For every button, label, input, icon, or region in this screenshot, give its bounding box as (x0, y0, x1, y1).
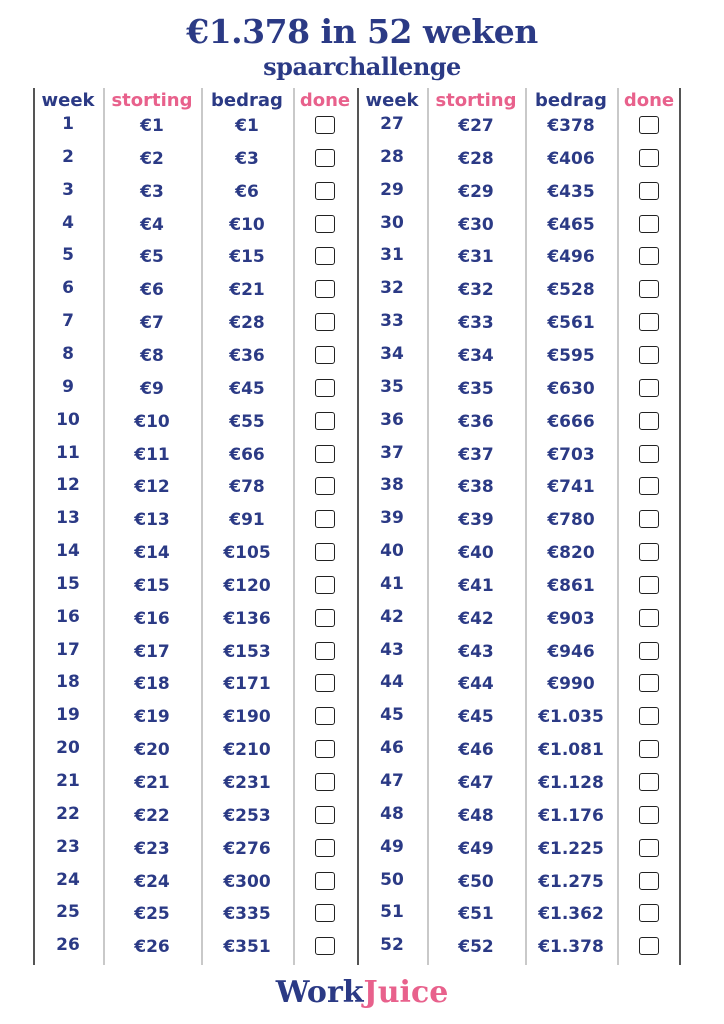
done-checkbox[interactable] (315, 806, 335, 824)
done-checkbox[interactable] (315, 740, 335, 758)
cell-week: 34 (380, 343, 404, 364)
cell-storting: €38 (458, 477, 494, 498)
cell-week: 5 (62, 245, 74, 266)
cell-bedrag: €1.035 (538, 707, 604, 728)
cell-storting: €35 (458, 378, 494, 399)
cell-bedrag: €36 (229, 345, 265, 366)
cell-storting: €24 (134, 871, 170, 892)
cell-bedrag: €136 (223, 608, 271, 629)
cell-week: 23 (56, 836, 80, 857)
cell-bedrag: €528 (547, 280, 595, 301)
table-row (357, 209, 681, 239)
cell-bedrag: €1.275 (538, 871, 604, 892)
cell-week: 9 (62, 376, 74, 397)
table-row (357, 537, 681, 567)
cell-storting: €36 (458, 411, 494, 432)
cell-bedrag: €780 (547, 510, 595, 531)
cell-week: 46 (380, 738, 404, 759)
cell-storting: €42 (458, 608, 494, 629)
table-row (357, 241, 681, 271)
table-row (33, 668, 357, 698)
cell-week: 31 (380, 245, 404, 266)
done-checkbox[interactable] (639, 674, 659, 692)
done-checkbox[interactable] (639, 806, 659, 824)
cell-week: 36 (380, 409, 404, 430)
cell-week: 29 (380, 179, 404, 200)
table-row (33, 800, 357, 830)
cell-week: 2 (62, 146, 74, 167)
cell-bedrag: €91 (229, 510, 265, 531)
done-checkbox[interactable] (315, 116, 335, 134)
table-row (33, 537, 357, 567)
table-row (357, 471, 681, 501)
logo-work: Work (275, 975, 364, 1010)
table-row (357, 636, 681, 666)
table-row (33, 570, 357, 600)
cell-bedrag: €28 (229, 313, 265, 334)
table-row (33, 898, 357, 928)
cell-bedrag: €190 (223, 707, 271, 728)
cell-storting: €47 (458, 773, 494, 793)
cell-bedrag: €55 (229, 411, 265, 432)
cell-storting: €28 (458, 148, 494, 169)
cell-week: 19 (56, 705, 80, 726)
table-row (33, 110, 357, 140)
cell-storting: €44 (458, 674, 494, 695)
cell-week: 39 (380, 508, 404, 529)
cell-week: 24 (56, 869, 80, 890)
done-checkbox[interactable] (315, 937, 335, 955)
cell-week: 28 (380, 146, 404, 167)
cell-storting: €41 (458, 575, 494, 596)
cell-week: 22 (56, 803, 80, 824)
done-checkbox[interactable] (315, 839, 335, 857)
cell-storting: €26 (134, 937, 170, 958)
cell-week: 7 (62, 311, 74, 332)
cell-week: 13 (56, 508, 80, 529)
cell-bedrag: €741 (547, 477, 595, 498)
cell-bedrag: €496 (547, 247, 595, 268)
cell-storting: €4 (140, 214, 164, 235)
cell-week: 3 (62, 179, 74, 200)
done-checkbox[interactable] (639, 642, 659, 660)
done-checkbox[interactable] (315, 609, 335, 627)
done-checkbox[interactable] (315, 707, 335, 725)
cell-storting: €6 (140, 280, 164, 301)
cell-week: 6 (62, 278, 74, 299)
cell-bedrag: €1 (235, 116, 259, 136)
cell-week: 32 (380, 278, 404, 299)
cell-bedrag: €276 (223, 838, 271, 859)
cell-bedrag: €171 (223, 674, 271, 695)
done-checkbox[interactable] (639, 609, 659, 627)
cell-bedrag: €210 (223, 740, 271, 761)
cell-week: 14 (56, 541, 80, 562)
column-header-storting: storting (111, 90, 193, 111)
done-checkbox[interactable] (315, 642, 335, 660)
cell-storting: €8 (140, 345, 164, 366)
done-checkbox[interactable] (639, 346, 659, 364)
cell-bedrag: €15 (229, 247, 265, 268)
table-row (357, 931, 681, 961)
page-title: €1.378 in 52 weken (186, 12, 538, 51)
done-checkbox[interactable] (315, 215, 335, 233)
table-row (357, 866, 681, 896)
cell-week: 44 (380, 672, 404, 693)
table-row (33, 176, 357, 206)
done-checkbox[interactable] (639, 839, 659, 857)
table-row (33, 931, 357, 961)
cell-storting: €52 (458, 937, 494, 958)
cell-week: 18 (56, 672, 80, 693)
cell-bedrag: €1.362 (538, 904, 604, 925)
table-row (357, 373, 681, 403)
table-row (357, 570, 681, 600)
cell-bedrag: €861 (547, 575, 595, 596)
cell-storting: €12 (134, 477, 170, 498)
table-row (33, 340, 357, 370)
cell-bedrag: €435 (547, 181, 595, 202)
table-row (357, 340, 681, 370)
column-header-storting: storting (435, 90, 517, 111)
cell-week: 49 (380, 836, 404, 857)
column-header-bedrag: bedrag (211, 90, 283, 111)
cell-week: 51 (380, 902, 404, 923)
table-row (357, 668, 681, 698)
done-checkbox[interactable] (315, 445, 335, 463)
cell-bedrag: €120 (223, 575, 271, 596)
cell-week: 38 (380, 475, 404, 496)
cell-storting: €9 (140, 378, 164, 399)
page-subtitle: spaarchallenge (263, 52, 461, 81)
table-row (357, 307, 681, 337)
cell-bedrag: €666 (547, 411, 595, 432)
cell-bedrag: €406 (547, 148, 595, 169)
cell-storting: €51 (458, 904, 494, 925)
done-checkbox[interactable] (315, 543, 335, 561)
done-checkbox[interactable] (639, 280, 659, 298)
table-row (33, 274, 357, 304)
cell-bedrag: €1.225 (538, 838, 604, 859)
cell-week: 45 (380, 705, 404, 726)
cell-storting: €13 (134, 510, 170, 531)
table-row (357, 406, 681, 436)
done-checkbox[interactable] (639, 313, 659, 331)
cell-week: 52 (380, 935, 404, 956)
cell-bedrag: €231 (223, 773, 271, 793)
cell-week: 30 (380, 212, 404, 233)
done-checkbox[interactable] (315, 872, 335, 890)
cell-bedrag: €153 (223, 641, 271, 662)
cell-storting: €45 (458, 707, 494, 728)
cell-storting: €18 (134, 674, 170, 695)
done-checkbox[interactable] (639, 247, 659, 265)
cell-storting: €22 (134, 805, 170, 826)
done-checkbox[interactable] (315, 247, 335, 265)
done-checkbox[interactable] (639, 412, 659, 430)
cell-bedrag: €595 (547, 345, 595, 366)
cell-storting: €39 (458, 510, 494, 531)
savings-table (33, 88, 681, 965)
cell-week: 26 (56, 935, 80, 956)
table-row (33, 603, 357, 633)
cell-bedrag: €1.128 (538, 773, 604, 793)
cell-week: 16 (56, 606, 80, 627)
done-checkbox[interactable] (639, 872, 659, 890)
table-half-left (33, 88, 357, 965)
logo-juice: Juice (363, 975, 449, 1010)
cell-week: 20 (56, 738, 80, 759)
cell-storting: €34 (458, 345, 494, 366)
cell-storting: €23 (134, 838, 170, 859)
done-checkbox[interactable] (639, 379, 659, 397)
table-row (357, 833, 681, 863)
done-checkbox[interactable] (639, 576, 659, 594)
cell-bedrag: €66 (229, 444, 265, 465)
cell-bedrag: €3 (235, 148, 259, 169)
workjuice-logo (0, 975, 724, 1010)
cell-bedrag: €45 (229, 378, 265, 399)
cell-storting: €43 (458, 641, 494, 662)
table-row (33, 241, 357, 271)
table-row (33, 373, 357, 403)
cell-storting: €40 (458, 543, 494, 564)
cell-bedrag: €1.176 (538, 805, 604, 826)
cell-bedrag: €820 (547, 543, 595, 564)
done-checkbox[interactable] (639, 116, 659, 134)
cell-storting: €16 (134, 608, 170, 629)
cell-storting: €31 (458, 247, 494, 268)
table-row (33, 504, 357, 534)
done-checkbox[interactable] (315, 773, 335, 791)
done-checkbox[interactable] (315, 576, 335, 594)
cell-bedrag: €946 (547, 641, 595, 662)
cell-bedrag: €1.081 (538, 740, 604, 761)
cell-bedrag: €21 (229, 280, 265, 301)
cell-storting: €46 (458, 740, 494, 761)
cell-bedrag: €703 (547, 444, 595, 465)
done-checkbox[interactable] (315, 674, 335, 692)
cell-storting: €21 (134, 773, 170, 793)
done-checkbox[interactable] (315, 510, 335, 528)
cell-storting: €29 (458, 181, 494, 202)
cell-storting: €10 (134, 411, 170, 432)
cell-storting: €49 (458, 838, 494, 859)
cell-week: 12 (56, 475, 80, 496)
column-header-done: done (299, 90, 351, 111)
table-row (357, 439, 681, 469)
cell-storting: €20 (134, 740, 170, 761)
done-checkbox[interactable] (639, 477, 659, 495)
done-checkbox[interactable] (315, 280, 335, 298)
cell-bedrag: €465 (547, 214, 595, 235)
cell-storting: €48 (458, 805, 494, 826)
table-row (33, 143, 357, 173)
cell-week: 4 (62, 212, 74, 233)
cell-week: 21 (56, 771, 80, 791)
table-row (357, 143, 681, 173)
cell-bedrag: €105 (223, 543, 271, 564)
cell-bedrag: €78 (229, 477, 265, 498)
table-row (357, 898, 681, 928)
column-header-bedrag: bedrag (535, 90, 607, 111)
cell-storting: €37 (458, 444, 494, 465)
table-row (357, 800, 681, 830)
cell-storting: €17 (134, 641, 170, 662)
cell-week: 27 (380, 114, 404, 134)
done-checkbox[interactable] (315, 412, 335, 430)
cell-week: 50 (380, 869, 404, 890)
done-checkbox[interactable] (315, 149, 335, 167)
done-checkbox[interactable] (315, 379, 335, 397)
cell-storting: €1 (140, 116, 164, 136)
cell-bedrag: €1.378 (538, 937, 604, 958)
done-checkbox[interactable] (639, 445, 659, 463)
cell-week: 15 (56, 573, 80, 594)
table-row (357, 504, 681, 534)
cell-storting: €5 (140, 247, 164, 268)
table-row (33, 734, 357, 764)
column-header-week: week (41, 90, 95, 111)
cell-storting: €25 (134, 904, 170, 925)
table-row (357, 274, 681, 304)
cell-bedrag: €6 (235, 181, 259, 202)
cell-storting: €30 (458, 214, 494, 235)
done-checkbox[interactable] (639, 773, 659, 791)
cell-bedrag: €10 (229, 214, 265, 235)
table-row (33, 209, 357, 239)
table-row (357, 734, 681, 764)
cell-week: 25 (56, 902, 80, 923)
cell-storting: €7 (140, 313, 164, 334)
cell-storting: €33 (458, 313, 494, 334)
done-checkbox[interactable] (639, 904, 659, 922)
cell-week: 41 (380, 573, 404, 594)
cell-week: 37 (380, 442, 404, 463)
table-half-right (357, 88, 681, 965)
cell-week: 35 (380, 376, 404, 397)
table-row (33, 307, 357, 337)
cell-bedrag: €903 (547, 608, 595, 629)
cell-bedrag: €300 (223, 871, 271, 892)
table-row (33, 439, 357, 469)
table-row (33, 471, 357, 501)
done-checkbox[interactable] (315, 346, 335, 364)
cell-week: 47 (380, 771, 404, 791)
table-row (357, 110, 681, 140)
done-checkbox[interactable] (315, 904, 335, 922)
table-row (357, 767, 681, 797)
cell-storting: €27 (458, 116, 494, 136)
cell-week: 17 (56, 639, 80, 660)
cell-bedrag: €561 (547, 313, 595, 334)
cell-week: 43 (380, 639, 404, 660)
cell-week: 8 (62, 343, 74, 364)
cell-bedrag: €351 (223, 937, 271, 958)
done-checkbox[interactable] (639, 740, 659, 758)
column-header-week: week (365, 90, 419, 111)
cell-week: 40 (380, 541, 404, 562)
table-row (33, 701, 357, 731)
cell-storting: €32 (458, 280, 494, 301)
cell-storting: €2 (140, 148, 164, 169)
table-row (33, 636, 357, 666)
table-row (33, 406, 357, 436)
cell-bedrag: €630 (547, 378, 595, 399)
table-row (357, 603, 681, 633)
cell-bedrag: €378 (547, 116, 595, 136)
done-checkbox[interactable] (315, 313, 335, 331)
table-row (357, 176, 681, 206)
cell-storting: €15 (134, 575, 170, 596)
table-row (33, 767, 357, 797)
done-checkbox[interactable] (639, 510, 659, 528)
cell-week: 11 (56, 442, 80, 463)
cell-week: 10 (56, 409, 80, 430)
done-checkbox[interactable] (315, 182, 335, 200)
cell-week: 42 (380, 606, 404, 627)
done-checkbox[interactable] (639, 707, 659, 725)
done-checkbox[interactable] (639, 543, 659, 561)
done-checkbox[interactable] (639, 182, 659, 200)
cell-bedrag: €335 (223, 904, 271, 925)
done-checkbox[interactable] (639, 149, 659, 167)
column-header-done: done (623, 90, 675, 111)
table-row (357, 701, 681, 731)
cell-storting: €50 (458, 871, 494, 892)
cell-storting: €3 (140, 181, 164, 202)
table-row (33, 866, 357, 896)
cell-bedrag: €990 (547, 674, 595, 695)
cell-week: 48 (380, 803, 404, 824)
cell-week: 33 (380, 311, 404, 332)
table-row (33, 833, 357, 863)
cell-week: 1 (62, 114, 74, 134)
cell-storting: €19 (134, 707, 170, 728)
done-checkbox[interactable] (315, 477, 335, 495)
done-checkbox[interactable] (639, 215, 659, 233)
cell-storting: €14 (134, 543, 170, 564)
cell-storting: €11 (134, 444, 170, 465)
done-checkbox[interactable] (639, 937, 659, 955)
cell-bedrag: €253 (223, 805, 271, 826)
